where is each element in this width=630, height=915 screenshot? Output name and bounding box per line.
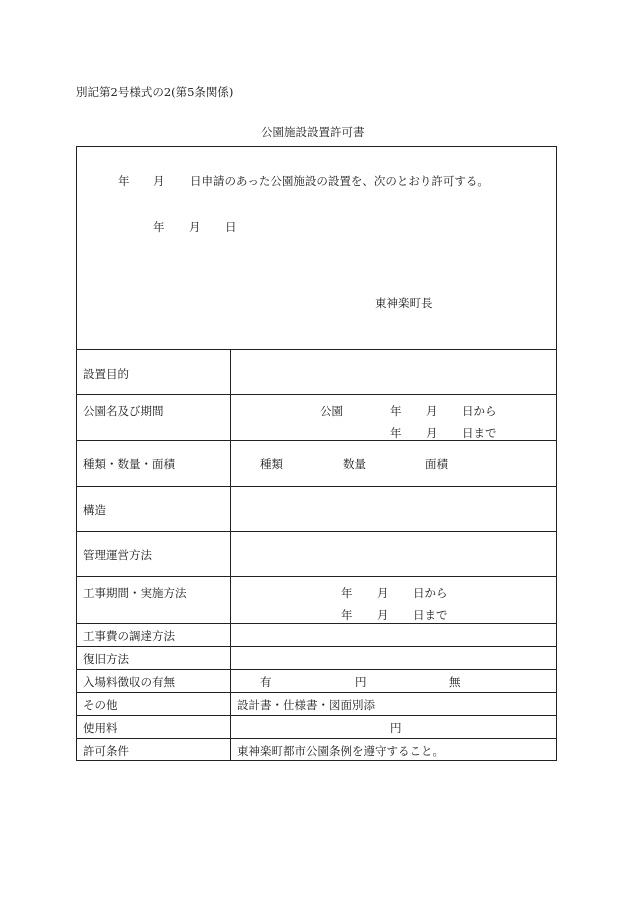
park-from-month: 月 [426, 404, 438, 418]
row-divider [76, 715, 557, 716]
issue-year: 年 [153, 220, 165, 234]
row-divider [76, 531, 557, 532]
other-value: 設計書・仕様書・図面別添 [237, 698, 375, 712]
row-divider [76, 486, 557, 487]
label-park-period: 公園名及び期間 [83, 404, 164, 418]
row-divider [76, 738, 557, 739]
construction-to-day: 日まで [413, 608, 448, 622]
fee-yen: 円 [390, 721, 402, 735]
row-divider [76, 692, 557, 693]
label-fee: 使用料 [83, 721, 118, 735]
label-other: その他 [83, 698, 118, 712]
park-from-day: 日から [462, 404, 497, 418]
construction-to-year: 年 [341, 608, 353, 622]
issuer: 東神楽町長 [375, 296, 433, 310]
label-structure: 構造 [83, 503, 106, 517]
admission-yes: 有 [260, 675, 272, 689]
label-conditions: 許可条件 [83, 744, 129, 758]
label-construction: 工事期間・実施方法 [83, 586, 187, 600]
construction-from-year: 年 [341, 586, 353, 600]
statement-year: 年 [118, 174, 130, 188]
label-type: 種類・数量・面積 [83, 457, 175, 471]
label-cost: 工事費の調達方法 [83, 629, 175, 643]
label-restoration: 復旧方法 [83, 652, 129, 666]
row-divider [76, 576, 557, 577]
label-management: 管理運営方法 [83, 548, 152, 562]
statement-month: 月 [153, 174, 165, 188]
row-divider [76, 646, 557, 647]
label-admission: 入場料徴収の有無 [83, 675, 175, 689]
park-from-year: 年 [390, 404, 402, 418]
park-name: 公園 [320, 404, 343, 418]
type-quantity: 数量 [343, 457, 366, 471]
row-divider [76, 349, 557, 350]
row-divider [76, 669, 557, 670]
construction-to-month: 月 [377, 608, 389, 622]
construction-from-month: 月 [377, 586, 389, 600]
row-divider [76, 394, 557, 395]
park-to-year: 年 [390, 426, 402, 440]
issue-day: 日 [225, 220, 237, 234]
type-kind: 種類 [260, 457, 283, 471]
label-purpose: 設置目的 [83, 367, 129, 381]
issue-month: 月 [189, 220, 201, 234]
admission-yen: 円 [355, 675, 367, 689]
column-divider [230, 349, 231, 761]
row-divider [76, 623, 557, 624]
statement-text: 日申請のあった公園施設の設置を、次のとおり許可する。 [190, 174, 489, 188]
form-number: 別記第2号様式の2(第5条関係) [76, 85, 234, 99]
construction-from-day: 日から [413, 586, 448, 600]
park-to-month: 月 [426, 426, 438, 440]
admission-no: 無 [449, 675, 461, 689]
park-to-day: 日まで [462, 426, 497, 440]
page-title: 公園施設設置許可書 [261, 125, 365, 139]
conditions-value: 東神楽町都市公園条例を遵守すること。 [237, 744, 444, 758]
type-area: 面積 [425, 457, 448, 471]
